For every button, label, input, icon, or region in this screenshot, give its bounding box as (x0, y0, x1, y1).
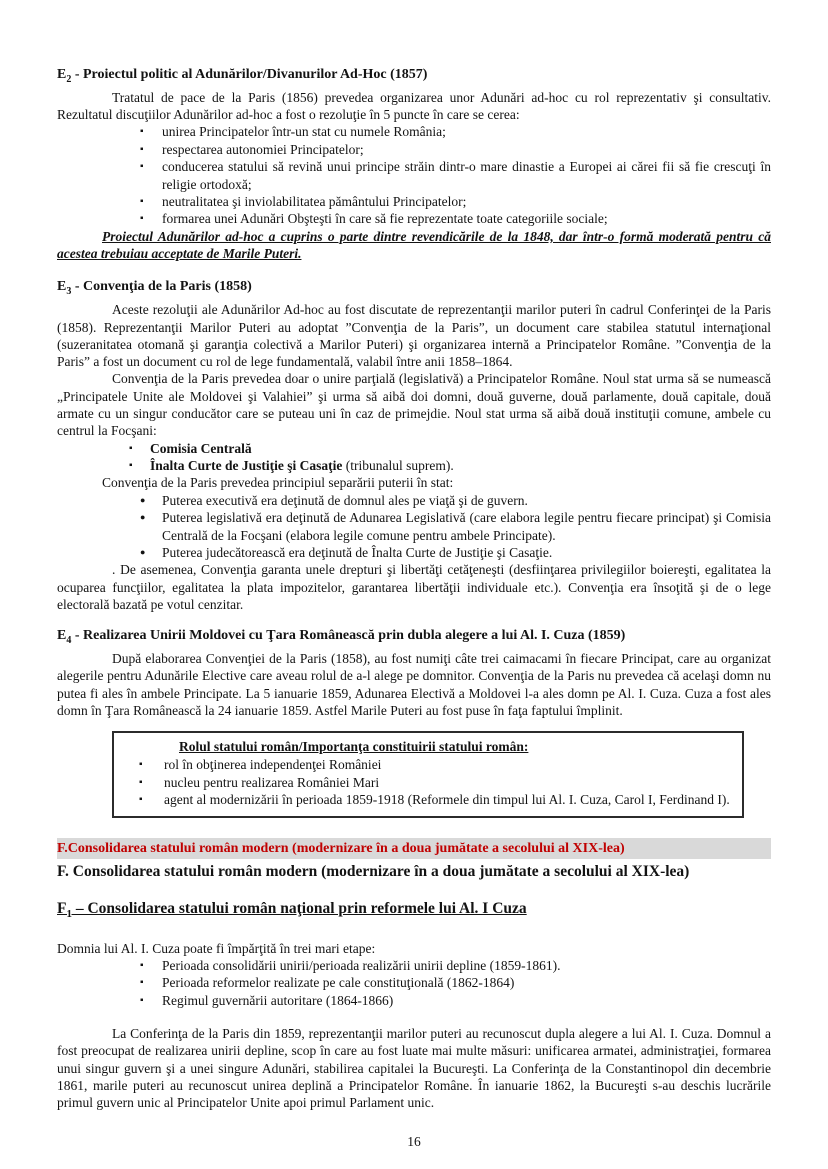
list-item: ▪ conducerea statului să revină unui principe străin dintr-o mare dinastie a Europei ai cărei fii să fie crescuţi în religie ortodoxă; (57, 158, 771, 193)
list-item: ▪ nucleu pentru realizarea României Mari (124, 774, 732, 791)
section-heading-e4 (57, 627, 771, 650)
section-label: E (57, 279, 67, 295)
paragraph-e2-intro: Tratatul de pace de la Paris (1856) prevedea organizarea unor Adunări ad-hoc cu rol reprezentativ şi consultativ. Rezultatul discuţiilor Adunărilor ad-hoc a fost o rezoluţie în 5 puncte în care se cerea: (57, 89, 771, 123)
paragraph-e2-conclusion: Proiectul Adunărilor ad-hoc a cuprins o parte dintre revendicările de la 1848, dar într-o formă moderată pentru că acestea trebuiau acceptate de Marile Puteri. (57, 228, 771, 262)
section-label-subscript: 4 (66, 635, 72, 647)
section-label-subscript: 3 (66, 286, 72, 298)
heading-f: F. Consolidarea statului român modern (modernizare în a doua jumătate a secolului al XIX-lea) (57, 863, 690, 881)
list-item: ▪ neutralitatea şi inviolabilitatea pământului Principatelor; (57, 193, 771, 210)
paragraph-separation-intro: Convenţia de la Paris prevedea principiul separării puterii în stat: (102, 475, 454, 491)
section-title: - Proiectul politic al Adunărilor/Divanurilor Ad-Hoc (1857) (71, 67, 428, 82)
section-title: - Realizarea Unirii Moldovei cu Ţara Românească prin dubla alegere a lui Al. I. Cuza (1859) (71, 628, 626, 644)
list-item: ▪ respectarea autonomiei Principatelor; (57, 141, 771, 158)
list-item: ▪ unirea Principatelor într-un stat cu numele România; (57, 123, 771, 140)
section-heading-f1 (57, 898, 771, 925)
paragraph-e3-2: Convenţia de la Paris prevedea doar o unire parţială (legislativă) a Principatelor Române. Noul stat urma să se numească „Principatele Unite ale Moldovei şi Valahiei” şi urma să aibă doi domni, două guverne, două parlamente, două capitale, două armate cu un singur conducător care se puteau uni în caz de primejdie. Noul stat urma să aibă două instituţii comune, ambele cu centrul la Focşani: (57, 371, 771, 439)
list-item: ● Puterea legislativă era deţinută de Adunarea Legislativă (care elabora legile pentru fiecare principat) şi Comisia Centrală de la Focşani (elabora legile comune pentru ambele Principate). (57, 509, 771, 544)
page-number: 16 (407, 1133, 421, 1149)
list-item: ● Puterea judecătorească era deţinută de Înalta Curte de Justiţie şi Casaţie. (57, 544, 771, 561)
role-of-state-box (112, 731, 744, 818)
section-label: E (57, 67, 67, 82)
list-item: ▪ Perioada consolidării unirii/perioada realizării unirii depline (1859-1861). (57, 957, 771, 974)
list-institutions (57, 440, 771, 475)
list-e2-resolutions (57, 123, 771, 227)
list-item: ▪ rol în obţinerea independenţei României (124, 756, 732, 773)
list-item: ▪ Regimul guvernării autoritare (1864-1866) (57, 992, 771, 1009)
list-item: ▪ formarea unei Adunări Obşteşti în care să fie reprezentate toate categoriile sociale; (57, 210, 771, 227)
list-item: ▪ Perioada reformelor realizate pe cale constituţională (1862-1864) (57, 974, 771, 991)
list-stages (57, 957, 771, 1009)
institution-name: Înalta Curte de Justiţie şi Casaţie (150, 458, 343, 473)
institution-name: Comisia Centrală (150, 440, 252, 456)
section-heading-e3 (57, 278, 771, 301)
section-label: F (57, 900, 67, 918)
paragraph-e3-1: Aceste rezoluţii ale Adunărilor Ad-hoc au fost discutate de reprezentanţii marilor puteri în cadrul Conferinţei de la Paris (1858). Reprezentanţii Marilor Puteri au adoptat ”Convenţia de la Paris”, un document care stabilea statutul internaţional (suzeranitatea otomană şi garanţia colectivă a Marilor Puteri) şi organizarea internă a Principatelor Române. ”Convenţia de la Paris” a fost un document cu rol de lege fundamentală, valabil între anii 1858–1864. (57, 302, 771, 370)
section-label: E (57, 628, 67, 644)
list-item (57, 457, 771, 474)
list-powers (57, 492, 771, 562)
heading-f-highlighted: F.Consolidarea statului român modern (modernizare în a doua jumătate a secolului al XIX-lea) (57, 838, 771, 859)
section-title: – Consolidarea statului român naţional prin reformele lui Al. I Cuza (71, 900, 527, 918)
box-title: Rolul statului român/Importanţa constituirii statului român: (179, 739, 529, 755)
paragraph-e3-closing: . De asemenea, Convenţia garanta unele drepturi şi libertăţi cetăţeneşti (desfiinţarea privilegiilor boiereşti, egalitatea la ocuparea funcţiilor, egalitatea la plata impozitelor, garantarea libertăţii individuale etc.). Convenţia era însoţită şi de o lege electorală bazată pe votul cenzitar. (57, 562, 771, 612)
section-label-subscript: 1 (66, 908, 72, 921)
paragraph-e4: După elaborarea Convenţiei de la Paris (1858), au fost numiţi câte trei caimacami în fiecare Principat, care au organizat alegerile pentru Adunările Elective care aveau rolul de a-l alege pe domnitor. Convenţia de la Paris nu prevedea că acelaşi domn nu putea fi ales în ambele Principate. La 5 ianuarie 1859, Adunarea Electivă a Moldovei l-a ales domn pe Al. I. Cuza. Cuza a fost ales domn în Ţara Românească la 24 ianuarie 1859. Astfel Marile Puteri au fost puse în faţa faptului împlinit. (57, 651, 771, 718)
list-item: ● Puterea executivă era deţinută de domnul ales pe viaţă şi de guvern. (57, 492, 771, 509)
list-item: ▪ agent al modernizării în perioada 1859-1918 (Reformele din timpul lui Al. I. Cuza, Carol I, Ferdinand I). (124, 791, 732, 808)
list-box-roles (124, 756, 732, 808)
section-label-subscript: 2 (66, 73, 72, 85)
paragraph-f1-body: La Conferinţa de la Paris din 1859, reprezentanţii marilor puteri au recunoscut dupla alegere a lui Al. I. Cuza. Domnul a fost preocupat de realizarea unirii depline, scop în care au fost luate mai multe măsuri: unificarea armatei, administraţiei, formarea unui singur guvern şi a unei singure Adunări, stabilirea capitalei la Bucureşti. La Conferinţa de la Constantinopol din decembrie 1861, marile puteri au recunoscut unirea deplină a Principatelor Române. În ianuarie 1862, la Bucureşti s-au deschis lucrările primul guvern unic al Principatelor Unite apoi primul Parlament unic. (57, 1026, 771, 1111)
section-title: - Convenţia de la Paris (1858) (71, 279, 252, 295)
paragraph-f1-intro: Domnia lui Al. I. Cuza poate fi împărţită în trei mari etape: (57, 940, 376, 956)
section-heading-e2 (57, 66, 771, 89)
institution-note: (tribunalul suprem). (342, 458, 454, 473)
list-item (57, 440, 771, 457)
